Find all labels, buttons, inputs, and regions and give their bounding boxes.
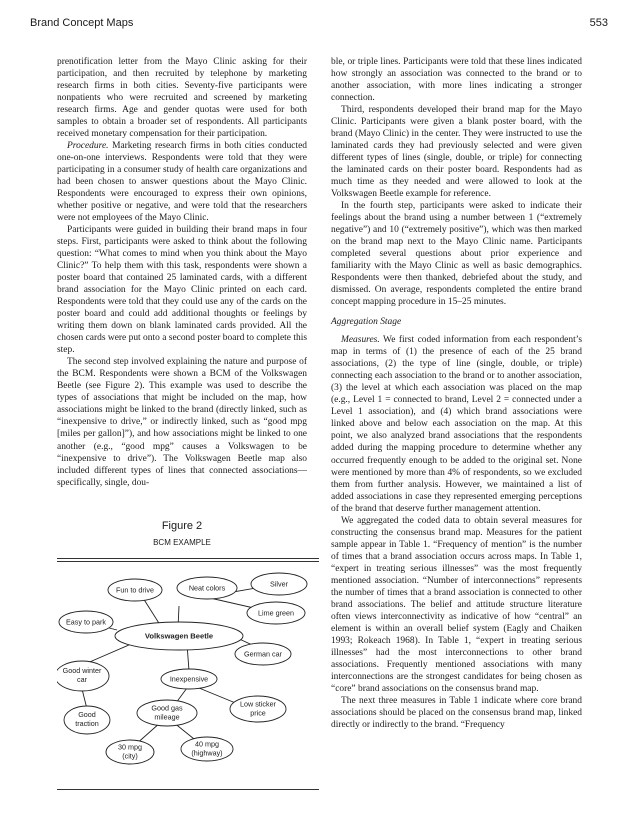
label-low-sticker-price-line1: Low sticker — [240, 699, 276, 709]
paragraph: We aggregated the coded data to obtain several measures for constructing the consensus brand map. Measures for the patient sample appear in Table 1. “Frequency of mention” is the number of times that a brand association occurs across maps. In Table 1, “expert in treating serious illnesses” was the most frequently mentioned association. “Number of interconnections” represents the number of times that a brand association is connected to other brand associations. The belief and attitude structure literature often views interconnectivity as indicative of how “central” an element is within an overall belief system (Eagly and Chaiken 1993; Rokeach 1968). In Table 1, “expert in treating serious illnesses” had the most interconnections to other brand associations. Frequently mentioned associations with many interconnections are the strongest candidates for being chosen as “core” brand associations on the consensus brand map. — [331, 515, 582, 694]
page-number: 553 — [589, 17, 608, 29]
procedure-label: Procedure. — [67, 141, 109, 152]
label-30-mpg-line1: 30 mpg — [118, 742, 142, 752]
figure-bottom-rule — [57, 789, 319, 790]
paragraph: In the fourth step, participants were asked to indicate their feelings about the brand using a number between 1 (“extremely negative”) and 10 (“extremely positive”), which was then marked on the brand map next to the Mayo Clinic name. Participants completed several questions about prior experience and familiarity with the Mayo Clinic as well as basic demographics. Respondents were then thanked, debriefed about the study, and dismissed. On average, respondents completed the entire brand concept mapping procedure in 15–25 minutes. — [331, 201, 582, 308]
paragraph-text: Marketing research firms in both cities conducted one-on-one interviews. Respondents were told that they were participating in a consumer study of health care organizations and had been chosen to answer questions about the Mayo Clinic. Respondents were encouraged to express their own opinions, whether positive or negative, and were told that the researchers were not employees of the Mayo Clinic. — [57, 141, 308, 224]
paragraph-measures — [331, 334, 582, 514]
figure-top-rule — [57, 558, 319, 559]
figure-title: Figure 2 — [161, 520, 203, 532]
label-30-mpg-line2: (city) — [122, 751, 138, 761]
paragraph: The second step involved explaining the nature and purpose of the BCM. Respondents were shown a BCM of the Volkswagen Beetle (see Figure 2). This example was used to describe the types of associations that might be included on the map, how associations might be linked to the brand (directly linked, such as “inexpensive to drive,” or indirectly linked, such as “good mpg [miles per gallon]”), and how associations might be linked to one another (e.g., “good mpg” causes a Volkswagen to be “inexpensive to drive”). The Volkswagen Beetle map also included different types of lines that connected associations—specifically, single, dou- — [57, 357, 307, 488]
label-40-mpg-line1: 40 mpg — [195, 739, 219, 749]
left-column — [57, 56, 307, 489]
label-easy-to-park: Easy to park — [66, 617, 106, 627]
section-subheading: Aggregation Stage — [331, 317, 402, 328]
measures-label: Measures. — [341, 335, 380, 346]
label-german-car: German car — [244, 649, 282, 659]
paragraph: ble, or triple lines. Participants were told that these lines indicated how strongly an association was connected to the brand or to another association, with more lines indicating a stronger connection. — [331, 57, 582, 104]
paragraph-text: We first coded information from each respondent’s map in terms of (1) the presence of each of the 25 brand associations, (2) the type of line (single, double, or triple) connecting each association to the brand or to another association, (3) the level at which each association was placed on the map (e.g., Level 1 = connected to brand, Level 2 = connected under a Level 1 association), and (4) which brand associations were linked above and below each association on the map. At this point, we also analyzed brand associations that the respondents added during the mapping procedure to determine whether any occurred frequently enough to be added to the original set. None were mentioned by more than 4% of respondents, so we excluded them from further analysis. However, we maintained a list of added associations in case they represented emerging perceptions of the brand that deserve further management attention. — [331, 335, 582, 514]
running-title: Brand Concept Maps — [30, 17, 134, 29]
label-silver: Silver — [270, 579, 288, 589]
label-fun-to-drive: Fun to drive — [116, 585, 154, 595]
paragraph-procedure — [57, 140, 307, 224]
figure-top-rule-2 — [57, 561, 319, 562]
label-good-gas-mileage-line2: mileage — [154, 712, 180, 722]
label-good-winter-car-line1: Good winter — [62, 666, 102, 675]
label-40-mpg-line2: (highway) — [191, 748, 223, 758]
paragraph: prenotification letter from the Mayo Clinic asking for their participation, and then recruited by telephone by marketing research firms in both cities. Seventy-five participants were nonpatients who were recruited and screened by marketing research firms. Age and gender quotas were used for both samples to obtain a broader set of respondents. All participants received monetary compensation for their participation. — [57, 57, 307, 140]
label-good-traction-line2: traction — [75, 719, 99, 728]
paragraph: The next three measures in Table 1 indicate where core brand associations should be placed on the consensus brand map, linked directly or indirectly to the brand. “Frequency — [331, 695, 582, 730]
right-column — [331, 56, 582, 731]
running-header — [30, 17, 608, 31]
label-low-sticker-price-line2: price — [250, 708, 266, 718]
label-good-winter-car-line2: car — [77, 675, 87, 684]
paragraph: Participants were guided in building their brand maps in four steps. First, participants were asked to think about the following question: “What comes to mind when you think about the Mayo Clinic?” To help them with this task, respondents were shown a poster board that contained 25 laminated cards, with a different brand association for the Mayo Clinic printed on each card. Respondents were told that they could use any of the cards on the poster board and could add additional thoughts or feelings by writing them down on blank laminated cards provided. All the chosen cards were put onto a second poster board to complete this step. — [57, 225, 307, 356]
link-low-sticker-price — [199, 688, 238, 704]
label-good-gas-mileage-line1: Good gas — [151, 703, 183, 713]
label-neat-colors: Neat colors — [188, 583, 226, 593]
bcm-diagram — [57, 564, 319, 769]
figure-subtitle: BCM EXAMPLE — [153, 538, 211, 547]
label-good-traction-line1: Good — [78, 710, 96, 719]
label-inexpensive: Inexpensive — [169, 674, 209, 684]
paragraph: Third, respondents developed their brand map for the Mayo Clinic. Participants were given a blank poster board, with the brand (Mayo Clinic) in the center. They were instructed to use the laminated cards they had previously selected and were given different types of lines (single, double, or triple) for connecting the laminated cards on their poster board. Respondents had as much time as they needed and were allowed to look at the Volkswagen Beetle example for reference. — [331, 105, 582, 200]
label-volkswagen-beetle: Volkswagen Beetle — [144, 631, 214, 641]
label-lime-green: Lime green — [258, 608, 294, 618]
